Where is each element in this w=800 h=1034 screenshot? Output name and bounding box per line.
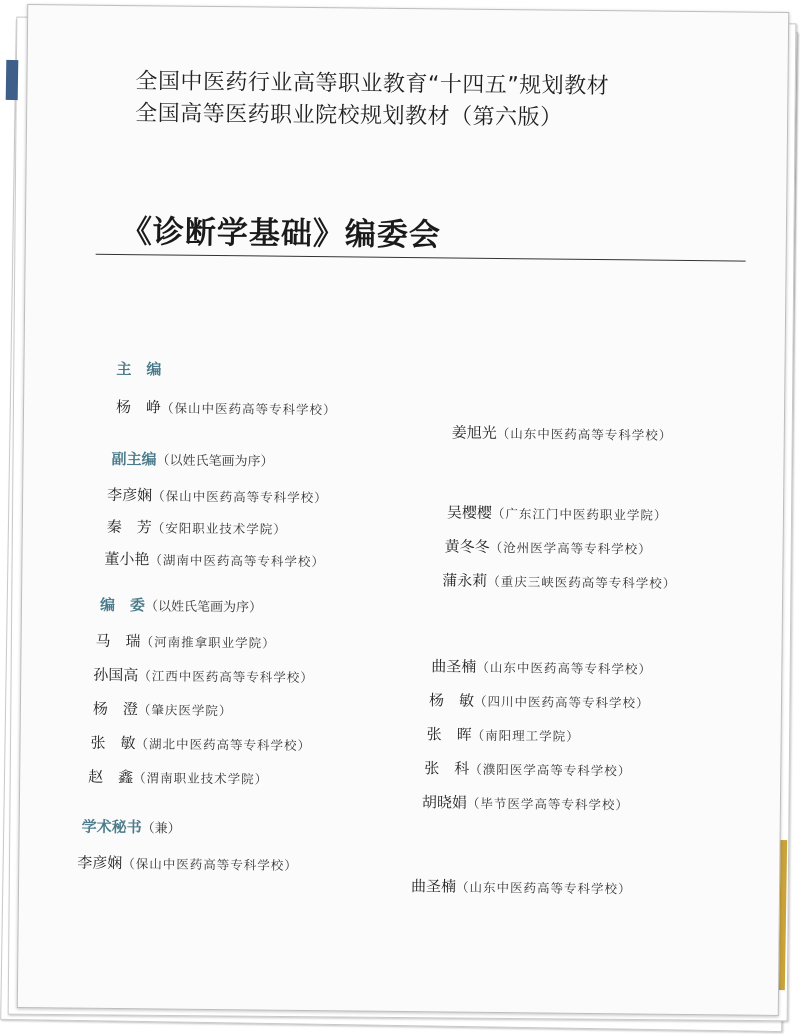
person-name: 孙国高	[93, 665, 139, 685]
list-item	[93, 698, 233, 720]
person-name: 蒲永莉	[442, 571, 488, 590]
person-school: （山东中医药高等专科学校）	[476, 659, 652, 677]
section-note: （以姓氏笔画为序）	[156, 453, 274, 470]
list-item	[104, 548, 325, 571]
person-name: 秦 芳	[106, 517, 152, 537]
person-school: （肇庆医学院）	[137, 702, 233, 719]
section-label: 编 委	[99, 595, 146, 615]
person-name: 杨 峥	[115, 397, 162, 417]
section-editors	[100, 594, 262, 617]
list-item	[422, 791, 629, 814]
series-line-1: 全国中医药行业高等职业教育“十四五”规划教材	[135, 69, 610, 100]
person-school: （湖北中医药高等专科学校）	[135, 736, 312, 754]
cover-edge-accent	[6, 60, 19, 100]
person-name: 杨 澄	[92, 699, 139, 719]
person-name: 曲圣楠	[431, 657, 477, 676]
person-name: 李彦娴	[77, 853, 123, 873]
title-divider	[96, 254, 746, 262]
list-item	[90, 732, 311, 755]
person-school: （安阳职业技术学院）	[151, 520, 287, 537]
list-item	[93, 664, 314, 687]
person-school: （保山中医药高等专科学校）	[122, 856, 298, 873]
person-school: （保山中医药高等专科学校）	[152, 488, 328, 506]
person-school: （重庆三峡医药高等专科学校）	[487, 573, 677, 591]
section-label: 副主编	[111, 449, 157, 469]
person-school: （毕节医学高等专科学校）	[466, 795, 630, 813]
list-item	[96, 630, 276, 653]
person-school: （河南推拿职业学院）	[140, 634, 276, 651]
person-name: 杨 敏	[428, 691, 475, 710]
section-secretary	[82, 816, 181, 838]
person-name: 赵 鑫	[88, 767, 134, 787]
person-name: 姜旭光	[451, 423, 497, 442]
person-school: （南阳理工学院）	[471, 727, 580, 744]
person-school: （沧州医学高等专科学校）	[489, 539, 652, 557]
person-school: （保山中医药高等专科学校）	[160, 400, 337, 418]
person-school: （四川中医药高等专科学校）	[473, 693, 650, 711]
person-school: （山东中医药高等专科学校）	[496, 425, 673, 443]
list-item	[447, 501, 668, 524]
person-name: 曲圣楠	[410, 877, 457, 896]
person-name: 张 敏	[90, 733, 136, 753]
section-chief-editor	[116, 358, 161, 379]
person-school: （山东中医药高等专科学校）	[455, 879, 632, 897]
person-name: 胡晓娟	[421, 793, 468, 812]
section-note: （以姓氏笔画为序）	[144, 599, 263, 616]
person-name: 吴樱樱	[446, 503, 493, 522]
person-name: 张 晖	[426, 725, 472, 744]
list-item	[442, 569, 676, 592]
page	[17, 4, 789, 1016]
person-name: 李彦娴	[107, 485, 153, 505]
section-label: 主 编	[116, 359, 162, 379]
series-header	[135, 66, 609, 135]
list-item	[452, 422, 673, 445]
series-line-2: 全国高等医药职业院校规划教材（第六版）	[135, 101, 563, 131]
list-item	[429, 689, 650, 712]
page-title: 《诊断学基础》编委会	[120, 214, 442, 254]
section-note: （兼）	[141, 821, 181, 837]
person-name: 马 瑞	[95, 631, 141, 651]
list-item	[107, 516, 287, 539]
section-label: 学术秘书	[81, 817, 142, 837]
person-school: （江西中医药高等专科学校）	[138, 668, 314, 686]
section-deputy-editors	[111, 448, 273, 471]
person-school: （广东江门中医药职业学院）	[491, 505, 668, 523]
person-school: （湖南中医药高等专科学校）	[149, 552, 326, 570]
list-item	[77, 852, 298, 875]
list-item	[424, 757, 631, 780]
list-item	[107, 484, 328, 507]
person-school: （濮阳医学高等专科学校）	[469, 761, 632, 779]
list-item	[116, 396, 337, 419]
list-item	[431, 655, 652, 678]
person-school: （渭南职业技术学院）	[133, 770, 269, 787]
person-name: 黄冬冬	[444, 537, 490, 556]
list-item	[411, 875, 632, 898]
list-item	[427, 723, 580, 746]
list-item	[445, 535, 652, 558]
list-item	[88, 766, 268, 789]
person-name: 张 科	[424, 759, 470, 778]
person-name: 董小艳	[104, 549, 150, 569]
